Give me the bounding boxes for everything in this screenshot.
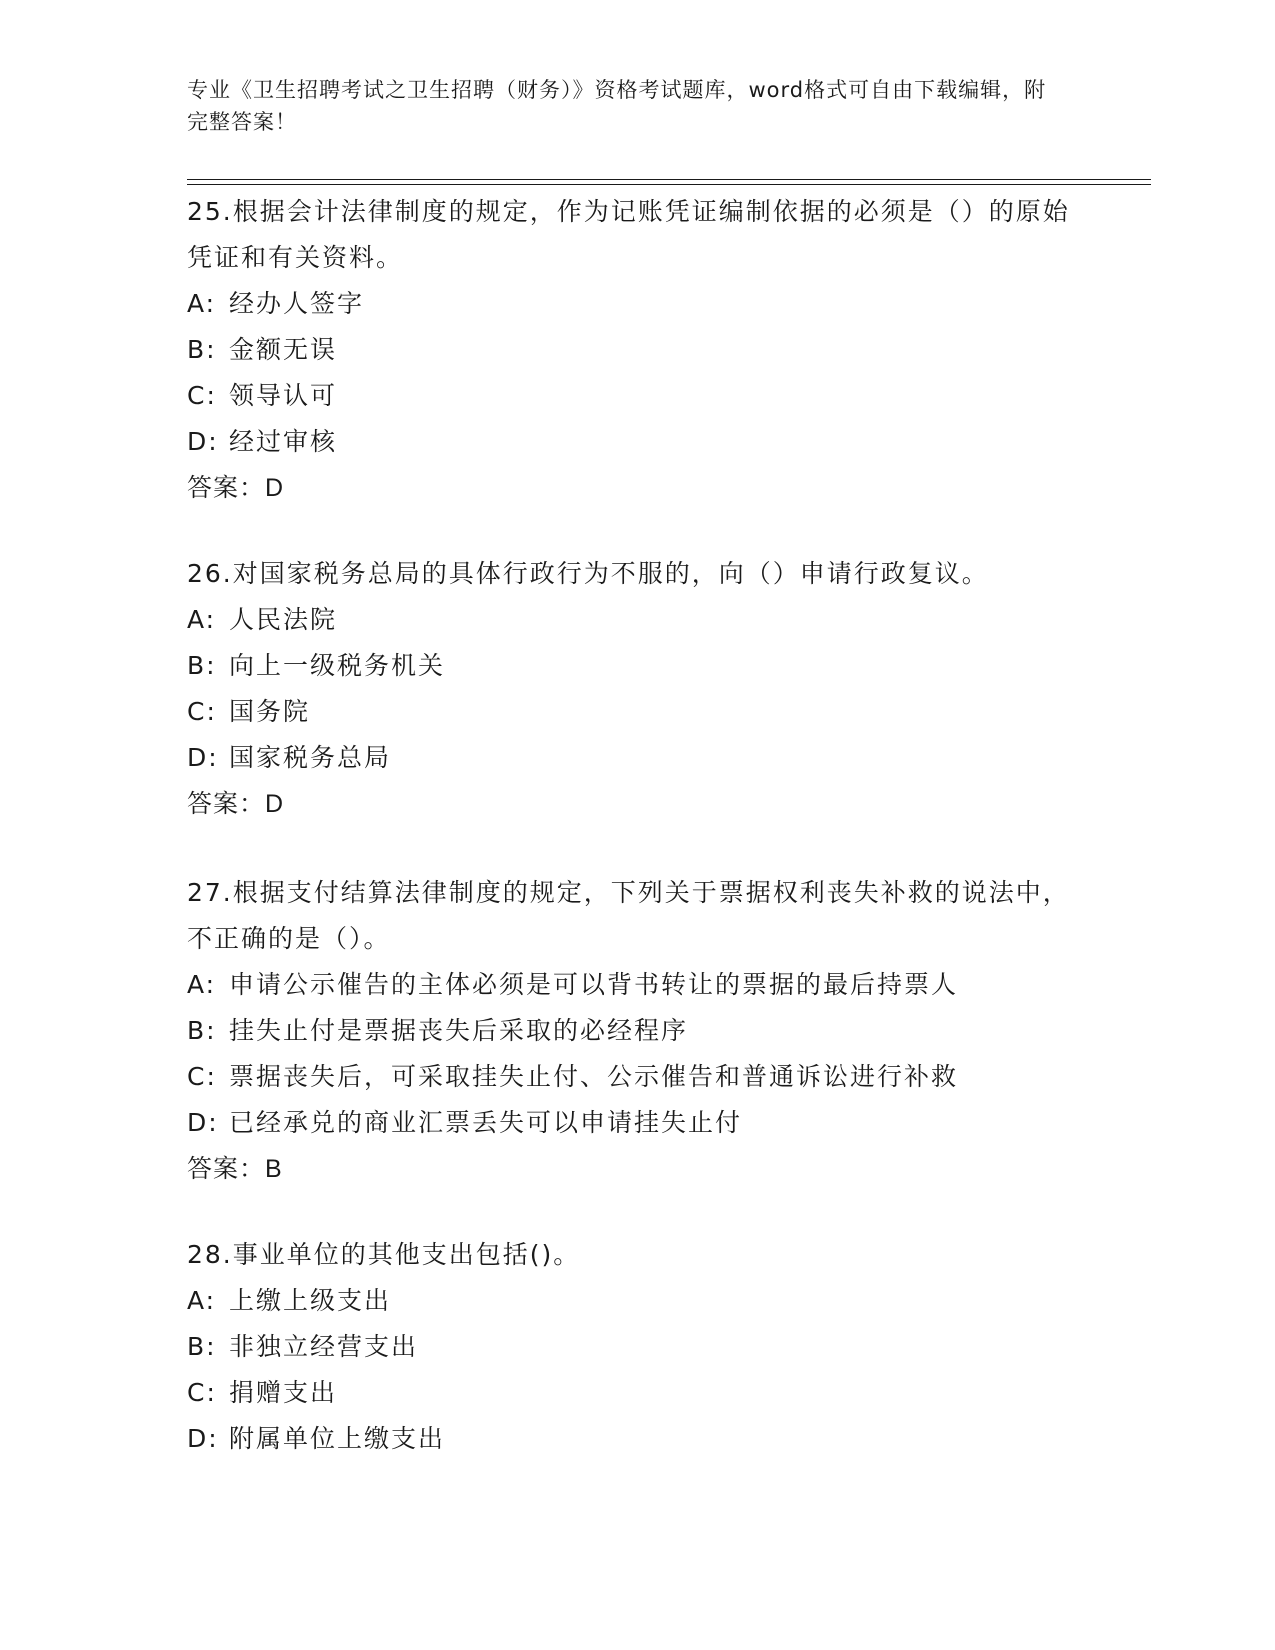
option-text: 申请公示催告的主体必须是可以背书转让的票据的最后持票人 — [229, 970, 959, 999]
option-b — [187, 327, 1087, 373]
option-label: B: — [187, 651, 217, 680]
option-c — [187, 1054, 1087, 1100]
question-stem: 27.根据支付结算法律制度的规定，下列关于票据权利丧失补救的说法中，不正确的是（）。 — [187, 878, 1070, 953]
option-text: 上缴上级支出 — [229, 1286, 392, 1315]
option-label: B: — [187, 1016, 217, 1045]
option-label: C: — [187, 381, 217, 410]
answer-line: 答案：D — [187, 790, 285, 818]
option-label: D: — [187, 1108, 219, 1137]
option-label: B: — [187, 1332, 217, 1361]
option-b — [187, 643, 1087, 689]
option-text: 国家税务总局 — [229, 743, 392, 772]
option-label: A: — [187, 605, 217, 634]
option-d — [187, 1416, 1087, 1462]
option-text: 票据丧失后，可采取挂失止付、公示催告和普通诉讼进行补救 — [229, 1062, 959, 1091]
header-divider-top — [187, 179, 1151, 180]
option-d — [187, 419, 1087, 465]
option-b — [187, 1008, 1087, 1054]
option-label: A: — [187, 289, 217, 318]
document-intro: 专业《卫生招聘考试之卫生招聘（财务）》资格考试题库，word格式可自由下载编辑，附完整答案！ — [187, 78, 1047, 134]
option-b — [187, 1324, 1087, 1370]
option-c — [187, 373, 1087, 419]
question-stem: 28.事业单位的其他支出包括()。 — [187, 1240, 581, 1269]
option-a — [187, 1278, 1087, 1324]
answer-line: 答案：D — [187, 474, 285, 502]
option-label: C: — [187, 1378, 217, 1407]
question-27 — [187, 870, 1087, 1192]
option-label: D: — [187, 743, 219, 772]
option-label: A: — [187, 1286, 217, 1315]
option-text: 人民法院 — [229, 605, 338, 634]
option-text: 已经承兑的商业汇票丢失可以申请挂失止付 — [229, 1108, 743, 1137]
option-text: 经办人签字 — [229, 289, 365, 318]
header-divider-bottom — [187, 184, 1151, 185]
option-label: D: — [187, 427, 219, 456]
option-text: 金额无误 — [229, 335, 338, 364]
option-label: B: — [187, 335, 217, 364]
question-25 — [187, 189, 1087, 511]
option-text: 挂失止付是票据丧失后采取的必经程序 — [229, 1016, 689, 1045]
question-28 — [187, 1232, 1087, 1462]
option-text: 经过审核 — [229, 427, 338, 456]
option-a — [187, 962, 1087, 1008]
option-d — [187, 735, 1087, 781]
option-label: C: — [187, 1062, 217, 1091]
option-text: 非独立经营支出 — [229, 1332, 419, 1361]
option-label: C: — [187, 697, 217, 726]
option-text: 国务院 — [229, 697, 311, 726]
option-label: A: — [187, 970, 217, 999]
option-text: 附属单位上缴支出 — [229, 1424, 446, 1453]
option-d — [187, 1100, 1087, 1146]
option-c — [187, 689, 1087, 735]
option-label: D: — [187, 1424, 219, 1453]
option-c — [187, 1370, 1087, 1416]
option-a — [187, 597, 1087, 643]
answer-line: 答案：B — [187, 1155, 283, 1183]
option-text: 向上一级税务机关 — [229, 651, 446, 680]
question-stem: 26.对国家税务总局的具体行政行为不服的，向（）申请行政复议。 — [187, 559, 989, 588]
question-stem: 25.根据会计法律制度的规定，作为记账凭证编制依据的必须是（）的原始凭证和有关资料。 — [187, 197, 1070, 272]
option-a — [187, 281, 1087, 327]
option-text: 捐赠支出 — [229, 1378, 338, 1407]
option-text: 领导认可 — [229, 381, 338, 410]
question-26 — [187, 551, 1087, 827]
